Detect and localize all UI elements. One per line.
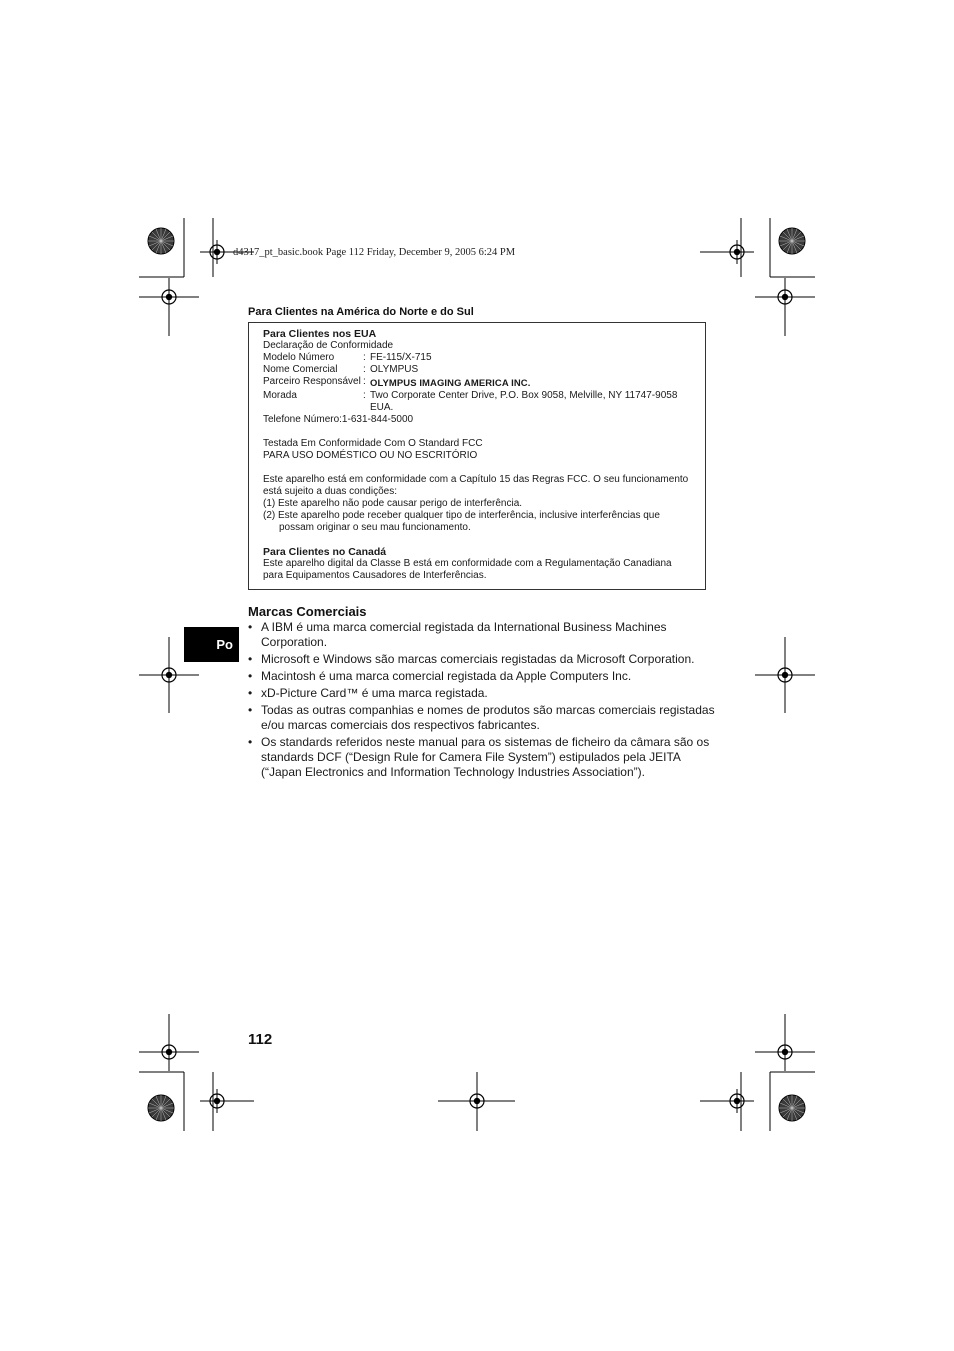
list-item: • Os standards referidos neste manual para os sistemas de ficheiro da câmara são os standards DCF (“Design Rule for Camera File System”) estipulados pela JEITA (“Japan Electronics and Information Technology Industries Association”). <box>248 735 718 780</box>
list-item: • Macintosh é uma marca comercial registada da Apple Computers Inc. <box>248 669 718 684</box>
compliance-text: Este aparelho está em conformidade com a Capítulo 15 das Regras FCC. O seu funcionamento está sujeito a duas condições: <box>263 474 689 497</box>
olympus-america-logotype: OLYMPUS IMAGING AMERICA INC. <box>370 378 531 388</box>
phone-number: Telefone Número:1-631-844-5000 <box>263 414 414 425</box>
canada-text: Este aparelho digital da Classe B está em conformidade com a Regulamentação Canadiana para Equipamentos Causadores de Interferências. <box>263 558 672 581</box>
list-item: • Todas as outras companhias e nomes de produtos são marcas comerciais registadas e/ou marcas comerciais dos respectivos fabricantes. <box>248 703 718 733</box>
condition-1: (1) Este aparelho não pode causar perigo de interferência. <box>263 498 523 509</box>
row-key: Parceiro Responsável <box>263 376 361 387</box>
home-office-use: PARA USO DOMÉSTICO OU NO ESCRITÓRIO <box>263 450 478 461</box>
canada-title: Para Clientes no Canadá <box>263 546 387 558</box>
list-item: • xD-Picture Card™ é uma marca registada. <box>248 686 718 701</box>
info-row-responsible-party <box>263 376 693 390</box>
language-tab: Po <box>184 627 239 662</box>
row-value: Two Corporate Center Drive, P.O. Box 9058, Melville, NY 11747-9058 EUA. <box>370 390 678 413</box>
condition-2: (2) Este aparelho pode receber qualquer tipo de interferência, inclusive interferências que possam originar o seu mau funcionamento. <box>263 510 660 533</box>
fcc-tested: Testada Em Conformidade Com O Standard FCC <box>263 438 483 449</box>
info-row-model <box>263 352 693 364</box>
row-value: FE-115/X-715 <box>370 352 432 363</box>
row-sep: : <box>363 364 366 375</box>
info-row-address <box>263 390 693 414</box>
row-sep: : <box>363 390 366 401</box>
trademarks-list <box>248 620 718 782</box>
list-item: • A IBM é uma marca comercial registada da International Business Machines Corporation. <box>248 620 718 650</box>
info-row-trade-name <box>263 364 693 376</box>
declaration-label: Declaração de Conformidade <box>263 340 394 351</box>
row-key: Morada <box>263 390 297 401</box>
section-title: Para Clientes na América do Norte e do Sul <box>248 306 474 318</box>
row-key: Nome Comercial <box>263 364 338 375</box>
row-sep: : <box>363 376 366 387</box>
print-info-header: d4317_pt_basic.book Page 112 Friday, December 9, 2005 6:24 PM <box>233 247 516 258</box>
fcc-declaration-box <box>248 322 706 590</box>
list-item: • Microsoft e Windows são marcas comerciais registadas da Microsoft Corporation. <box>248 652 718 667</box>
page-number: 112 <box>248 1031 273 1048</box>
row-sep: : <box>363 352 366 363</box>
row-key: Modelo Número <box>263 352 335 363</box>
usa-title: Para Clientes nos EUA <box>263 328 377 340</box>
trademarks-title: Marcas Comerciais <box>248 604 367 619</box>
row-value: OLYMPUS <box>370 364 419 375</box>
